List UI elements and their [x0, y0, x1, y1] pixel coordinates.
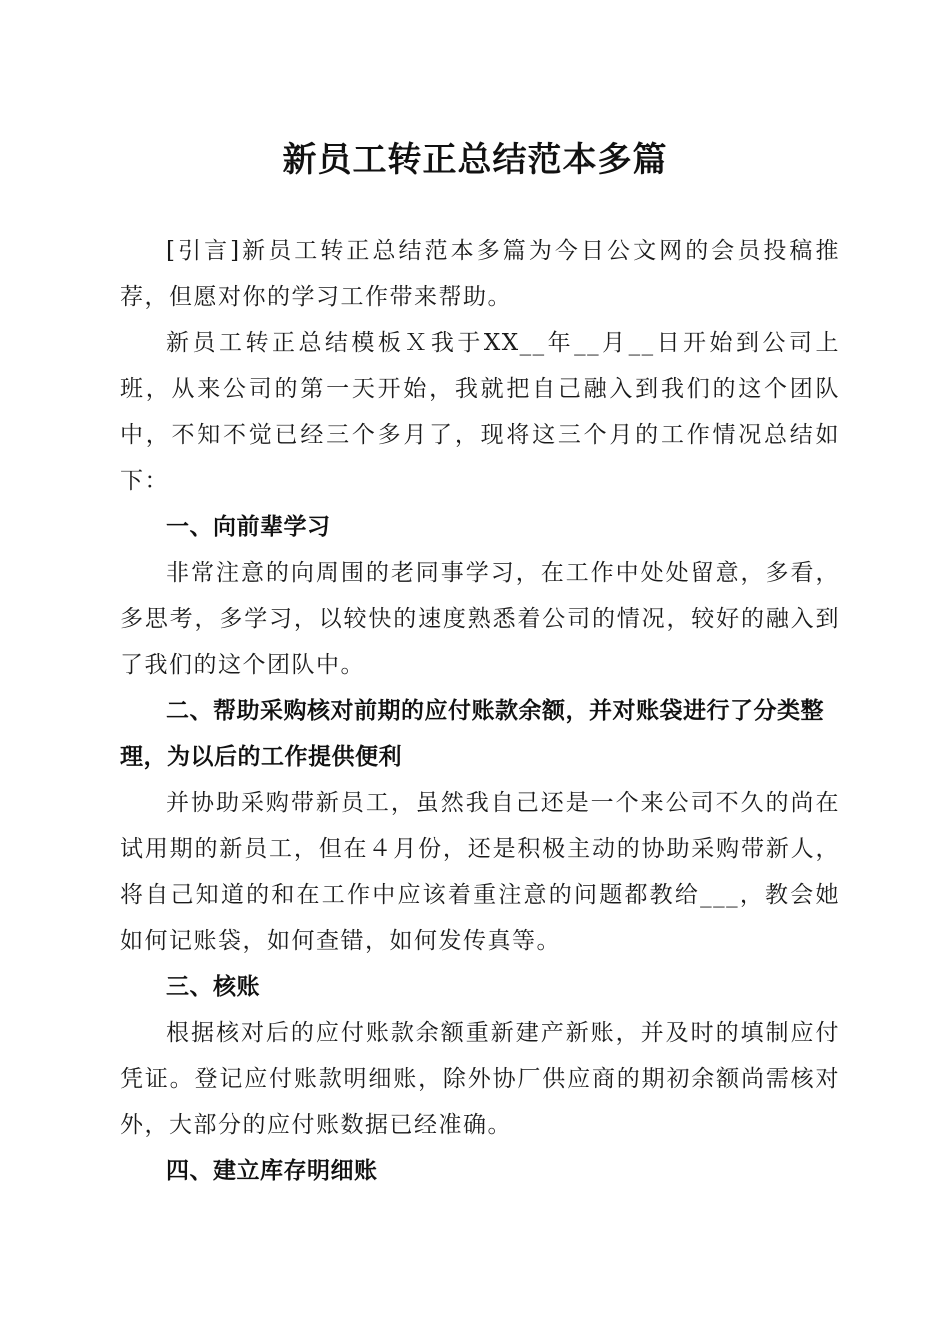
section-1-paragraph: 非常注意的向周围的老同事学习，在工作中处处留意，多看，多思考，多学习，以较快的速度熟悉着公司的情况，较好的融入到了我们的这个团队中。 — [120, 560, 840, 678]
section-heading-2: 二、帮助采购核对前期的应付账款余额，并对账袋进行了分类整理，为以后的工作提供便利 — [120, 698, 824, 770]
summary-paragraph: 新员工转正总结模板Ｘ我于XX__年__月__日开始到公司上班，从来公司的第一天开始，我就把自己融入到我们的这个团队中，不知不觉已经三个多月了，现将这三个月的工作情况总结如下： — [120, 330, 840, 494]
section-heading-1: 一、向前辈学习 — [166, 514, 331, 540]
section-heading-3: 三、核账 — [166, 974, 260, 1000]
document-body — [120, 228, 840, 1194]
section-2-paragraph: 并协助采购带新员工，虽然我自己还是一个来公司不久的尚在试用期的新员工，但在４月份，还是积极主动的协助采购带新人，将自己知道的和在工作中应该着重注意的问题都教给___，教会她如何记账袋，如何查错，如何发传真等。 — [120, 790, 840, 954]
section-3-paragraph: 根据核对后的应付账款余额重新建产新账，并及时的填制应付凭证。登记应付账款明细账，除外协厂供应商的期初余额尚需核对外，大部分的应付账数据已经准确。 — [120, 1020, 840, 1138]
section-heading-4: 四、建立库存明细账 — [166, 1158, 378, 1184]
document-title: 新员工转正总结范本多篇 — [282, 140, 668, 180]
intro-paragraph: [引言]新员工转正总结范本多篇为今日公文网的会员投稿推荐，但愿对你的学习工作带来帮助。 — [120, 238, 840, 310]
